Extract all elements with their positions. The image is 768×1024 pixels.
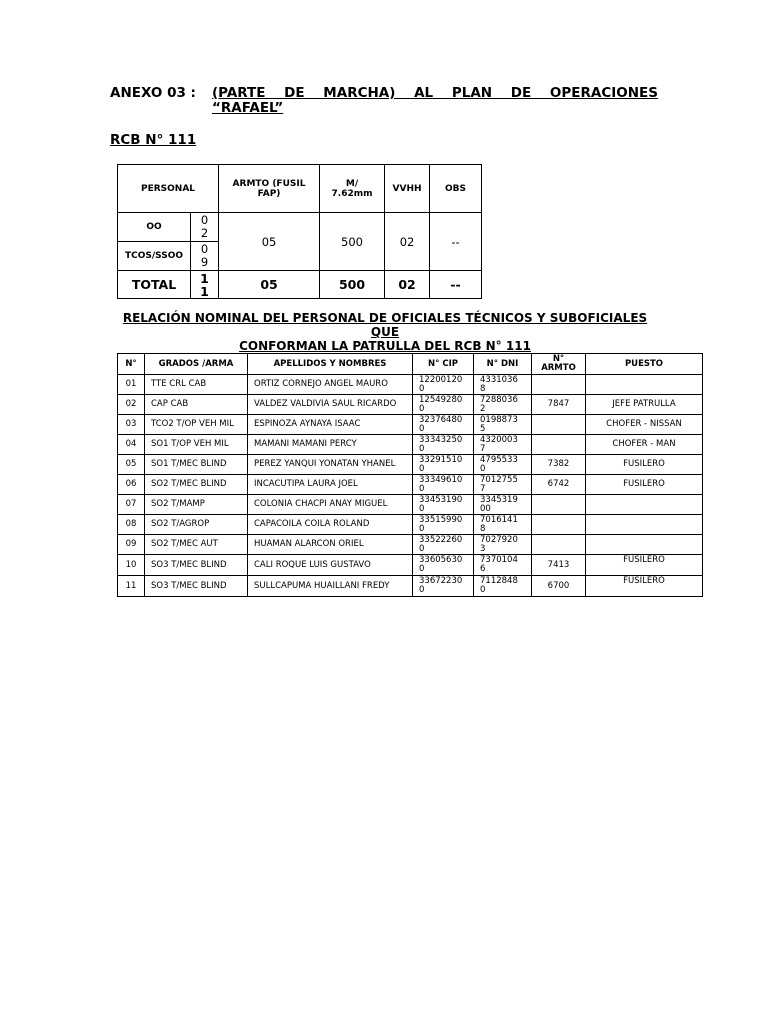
total-m762: 500 <box>320 271 385 299</box>
row-armto <box>532 375 586 395</box>
table-row <box>118 435 703 455</box>
row-armto <box>532 515 586 535</box>
row-nombre: CAPACOILA COILA ROLAND <box>248 515 413 535</box>
annex-title-name: “RAFAEL” <box>212 100 284 116</box>
row-dni: 47955330 <box>474 455 532 475</box>
row-number: 05 <box>118 455 145 475</box>
row-puesto: CHOFER - MAN <box>586 435 703 455</box>
total-vvhh: 02 <box>385 271 430 299</box>
row-cip: 332915100 <box>413 455 474 475</box>
row-number: 02 <box>118 395 145 415</box>
row-number: 01 <box>118 375 145 395</box>
row-number: 06 <box>118 475 145 495</box>
row-nombre: COLONIA CHACPI ANAY MIGUEL <box>248 495 413 515</box>
row-number: 03 <box>118 415 145 435</box>
row-label-oo: OO <box>118 213 191 242</box>
shared-vvhh: 02 <box>385 213 430 271</box>
row-nombre: ORTIZ CORNEJO ANGEL MAURO <box>248 375 413 395</box>
rcb-title: RCB N° 111 <box>110 132 197 148</box>
row-puesto <box>586 375 703 395</box>
row-cip: 336722300 <box>413 576 474 597</box>
row-number: 09 <box>118 535 145 555</box>
row-armto: 6742 <box>532 475 586 495</box>
row-dni: 334531900 <box>474 495 532 515</box>
col-header: N° CIP <box>413 354 474 375</box>
row-dni: 70279203 <box>474 535 532 555</box>
col-header: PUESTO <box>586 354 703 375</box>
total-count: 11 <box>191 271 219 299</box>
total-label: TOTAL <box>118 271 191 299</box>
row-cip: 335159900 <box>413 515 474 535</box>
total-obs: -- <box>430 271 482 299</box>
row-nombre: MAMANI MAMANI PERCY <box>248 435 413 455</box>
row-cip: 125492800 <box>413 395 474 415</box>
header-vvhh: VVHH <box>385 165 430 213</box>
annex-label: ANEXO 03 : <box>110 85 196 101</box>
row-nombre: SULLCAPUMA HUAILLANI FREDY <box>248 576 413 597</box>
table-row <box>118 375 703 395</box>
col-header: GRADOS /ARMA <box>145 354 248 375</box>
row-cip: 122001200 <box>413 375 474 395</box>
row-armto <box>532 535 586 555</box>
row-armto: 7382 <box>532 455 586 475</box>
table-row <box>118 515 703 535</box>
table-row <box>118 415 703 435</box>
row-puesto: FUSILERO <box>586 475 703 495</box>
row-number: 08 <box>118 515 145 535</box>
row-label-tcos: TCOS/SSOO <box>118 242 191 271</box>
row-number: 04 <box>118 435 145 455</box>
row-armto: 7847 <box>532 395 586 415</box>
row-armto <box>532 435 586 455</box>
row-dni: 72880362 <box>474 395 532 415</box>
row-nombre: CALI ROQUE LUIS GUSTAVO <box>248 555 413 576</box>
row-grado: TCO2 T/OP VEH MIL <box>145 415 248 435</box>
row-grado: SO1 T/MEC BLIND <box>145 455 248 475</box>
summary-header-row <box>118 165 482 213</box>
col-header: N° DNI <box>474 354 532 375</box>
row-grado: TTE CRL CAB <box>145 375 248 395</box>
row-dni: 01988735 <box>474 415 532 435</box>
personnel-list-title <box>110 311 660 353</box>
personnel-list-title-line1: RELACIÓN NOMINAL DEL PERSONAL DE OFICIALES TÉCNICOS Y SUBOFICIALES QUE <box>122 311 648 339</box>
row-puesto: JEFE PATRULLA <box>586 395 703 415</box>
col-header: N° <box>118 354 145 375</box>
shared-m762: 500 <box>320 213 385 271</box>
summary-total-row <box>118 271 482 299</box>
personnel-header-row <box>118 354 703 375</box>
document-heading <box>110 86 658 116</box>
shared-armto: 05 <box>219 213 320 271</box>
row-count-tcos: 09 <box>191 242 219 271</box>
row-armto <box>532 495 586 515</box>
summary-table <box>117 164 482 299</box>
row-dni: 43310368 <box>474 375 532 395</box>
row-cip: 334531900 <box>413 495 474 515</box>
header-m762: M/ 7.62mm <box>320 165 385 213</box>
row-cip: 335222600 <box>413 535 474 555</box>
row-puesto: FUSILERO <box>586 555 703 576</box>
row-nombre: VALDEZ VALDIVIA SAUL RICARDO <box>248 395 413 415</box>
row-puesto <box>586 515 703 535</box>
row-dni: 70127557 <box>474 475 532 495</box>
header-armto: ARMTO (FUSIL FAP) <box>219 165 320 213</box>
row-number: 11 <box>118 576 145 597</box>
row-grado: SO2 T/MEC AUT <box>145 535 248 555</box>
row-cip: 336056300 <box>413 555 474 576</box>
table-row <box>118 535 703 555</box>
row-grado: SO3 T/MEC BLIND <box>145 555 248 576</box>
row-armto <box>532 415 586 435</box>
total-armto: 05 <box>219 271 320 299</box>
row-armto: 6700 <box>532 576 586 597</box>
table-row <box>118 475 703 495</box>
personnel-list-title-line2: CONFORMAN LA PATRULLA DEL RCB N° 111 <box>239 339 531 353</box>
table-row <box>118 576 703 597</box>
row-dni: 70161418 <box>474 515 532 535</box>
row-number: 07 <box>118 495 145 515</box>
row-nombre: ESPINOZA AYNAYA ISAAC <box>248 415 413 435</box>
row-puesto <box>586 535 703 555</box>
summary-row-oo <box>118 213 482 242</box>
row-grado: SO2 T/MEC BLIND <box>145 475 248 495</box>
row-count-oo: 02 <box>191 213 219 242</box>
col-header: N° ARMTO <box>532 354 586 375</box>
header-obs: OBS <box>430 165 482 213</box>
shared-obs: -- <box>430 213 482 271</box>
row-nombre: HUAMAN ALARCON ORIEL <box>248 535 413 555</box>
row-grado: SO3 T/MEC BLIND <box>145 576 248 597</box>
row-armto: 7413 <box>532 555 586 576</box>
row-puesto: CHOFER - NISSAN <box>586 415 703 435</box>
row-number: 10 <box>118 555 145 576</box>
header-personal: PERSONAL <box>118 165 219 213</box>
table-row <box>118 555 703 576</box>
row-dni: 71128480 <box>474 576 532 597</box>
annex-title: (PARTE DE MARCHA) AL PLAN DE OPERACIONES <box>212 85 658 101</box>
row-puesto: FUSILERO <box>586 576 703 597</box>
row-puesto <box>586 495 703 515</box>
row-dni: 43200037 <box>474 435 532 455</box>
col-header: APELLIDOS Y NOMBRES <box>248 354 413 375</box>
row-grado: SO2 T/AGROP <box>145 515 248 535</box>
table-row <box>118 455 703 475</box>
row-nombre: INCACUTIPA LAURA JOEL <box>248 475 413 495</box>
row-cip: 333496100 <box>413 475 474 495</box>
table-row <box>118 395 703 415</box>
row-nombre: PEREZ YANQUI YONATAN YHANEL <box>248 455 413 475</box>
row-puesto: FUSILERO <box>586 455 703 475</box>
table-row <box>118 495 703 515</box>
personnel-table <box>117 353 703 597</box>
row-cip: 333432500 <box>413 435 474 455</box>
row-dni: 73701046 <box>474 555 532 576</box>
row-cip: 323764800 <box>413 415 474 435</box>
row-grado: SO2 T/MAMP <box>145 495 248 515</box>
row-grado: CAP CAB <box>145 395 248 415</box>
row-grado: SO1 T/OP VEH MIL <box>145 435 248 455</box>
